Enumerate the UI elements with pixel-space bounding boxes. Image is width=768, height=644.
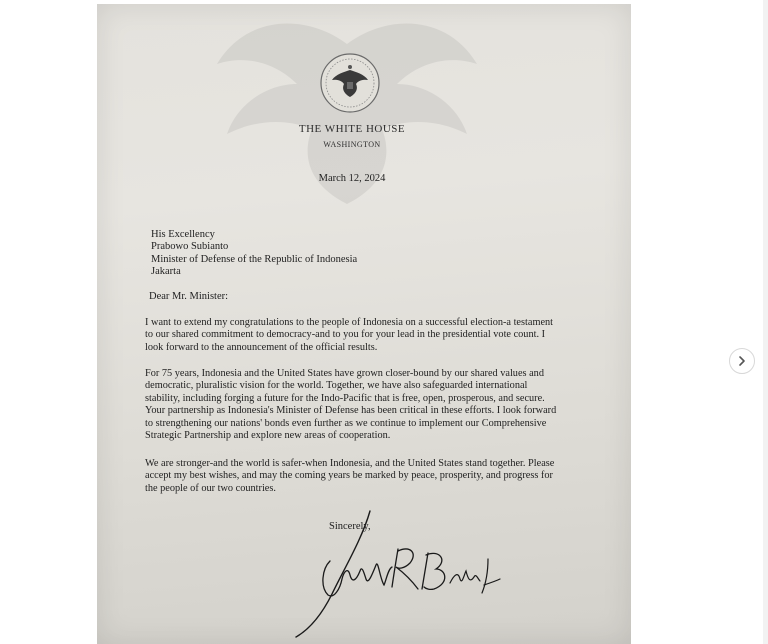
letterhead-title: THE WHITE HOUSE <box>298 123 406 135</box>
recipient-line: Jakarta <box>151 265 181 277</box>
adjacent-panel-edge <box>763 0 768 644</box>
body-paragraph-1: I want to extend my congratulations to the people of Indonesia on a successful election-a testament to our shared commitment to democracy-and to you for your lead in the presidential vote count. I look forward to the announcement of the official results. <box>145 317 554 353</box>
signature <box>292 509 502 639</box>
letterhead-subtitle: WASHINGTON <box>323 140 381 149</box>
presidential-seal-icon <box>319 52 381 114</box>
body-paragraph-3: We are stronger-and the world is safer-when Indonesia, and the United States stand together. Please accept my best wishes, and may the coming years be marked by peace, prosperity, and progress for the people of our two countries. <box>145 458 555 494</box>
body-paragraph-2: For 75 years, Indonesia and the United States have grown closer-bound by our shared values and democratic, pluralistic vision for the world. Together, we have also safeguarded international stability, including forging a future for the Indo-Pacific that is free, open, prosperous, and secure. Your partnership as Indonesia's Minister of Defense has been critical in these efforts. I look forward to strengthening our nations' bonds even further as we continue to implement our Comprehensive Strategic Partnership and explore new areas of cooperation. <box>145 368 557 442</box>
chevron-right-icon <box>736 355 748 367</box>
next-image-button[interactable] <box>729 348 755 374</box>
salutation: Dear Mr. Minister: <box>149 291 229 302</box>
recipient-line: His Excellency <box>151 229 215 240</box>
recipient-line: Prabowo Subianto <box>151 241 229 253</box>
letter-photo <box>97 4 631 644</box>
closing: Sincerely, <box>329 521 371 532</box>
recipient-address <box>151 229 357 278</box>
letter-date: March 12, 2024 <box>318 173 386 184</box>
recipient-line: Minister of Defense of the Republic of Indonesia <box>151 253 358 265</box>
